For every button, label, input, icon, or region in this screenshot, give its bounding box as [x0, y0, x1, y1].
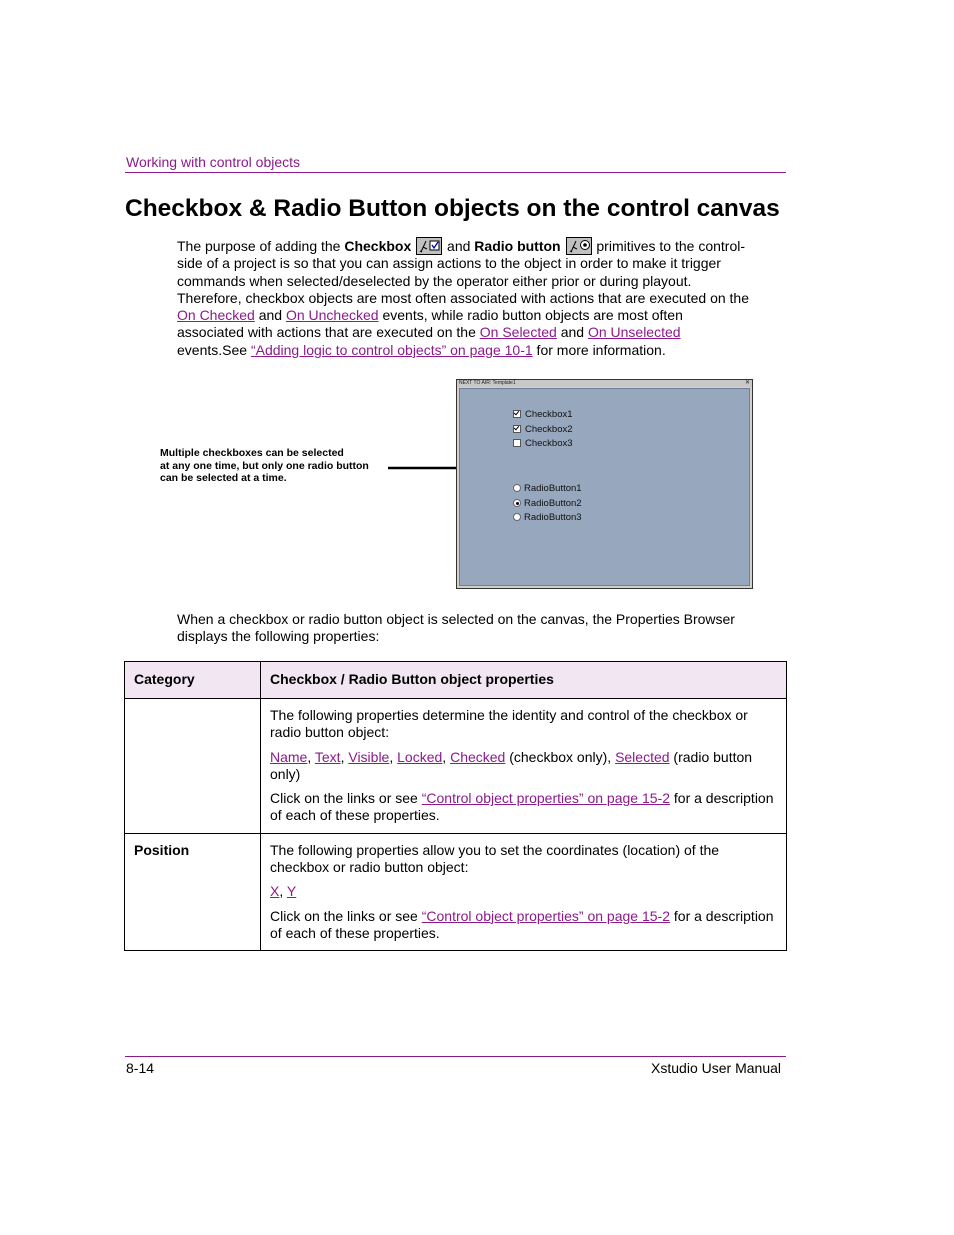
table-header-row	[125, 662, 787, 699]
radio-button-label: Radio button	[474, 238, 561, 254]
radio-selected-icon	[513, 499, 521, 507]
property-links: Name, Text, Visible, Locked, Checked (checkbox only), Selected (radio button only)	[270, 748, 753, 782]
checkbox-label: Checkbox	[344, 238, 412, 254]
link-control-object-properties[interactable]: “Control object properties” on page 15-2	[421, 790, 670, 807]
link-x[interactable]: X	[270, 883, 280, 900]
header-category: Category	[125, 662, 261, 699]
link-visible[interactable]: Visible	[348, 748, 390, 765]
row-category	[125, 699, 261, 834]
radio-unselected-icon	[513, 513, 521, 521]
row-description: The following properties determine the identity and control of the checkbox or radio button object: Name, Text, Visible, Locked, Checked (checkbox only), Selected (radio button only) Click on the links or see “Control object properties” on page 15-2 for a description of each of these properties.	[261, 699, 787, 834]
figure-callout: Multiple checkboxes can be selected at any one time, but only one radio button can be selected at a time.	[160, 447, 369, 485]
link-checked[interactable]: Checked	[450, 748, 506, 765]
link-control-object-properties[interactable]: “Control object properties” on page 15-2	[421, 907, 670, 924]
checkbox-checked-icon	[513, 410, 521, 418]
footer-rule	[125, 1056, 786, 1057]
radio-unselected-icon	[513, 484, 521, 492]
property-links: X, Y	[270, 883, 297, 900]
checkbox-unchecked-icon	[513, 439, 521, 447]
checkbox-3[interactable]: Checkbox3	[513, 438, 573, 449]
link-name[interactable]: Name	[270, 748, 308, 765]
link-locked[interactable]: Locked	[397, 748, 443, 765]
link-y[interactable]: Y	[286, 883, 297, 900]
checkbox-checked-icon	[513, 425, 521, 433]
window-titlebar: NEXT TO AIR: Template1 ✕	[459, 380, 750, 386]
row-category: Position	[125, 833, 261, 950]
running-header: Working with control objects	[126, 154, 301, 170]
canvas-area	[459, 388, 750, 586]
row-description: The following properties allow you to set the coordinates (location) of the checkbox or radio button object: X, Y Click on the links or see “Control object properties” on page 15-2 for a description of each of these properties.	[261, 833, 787, 950]
close-icon[interactable]: ✕	[744, 380, 750, 386]
page-title: Checkbox & Radio Button objects on the control canvas	[125, 195, 780, 222]
properties-table	[124, 661, 787, 951]
header-properties: Checkbox / Radio Button object properties	[261, 662, 787, 699]
radio-button-1[interactable]: RadioButton1	[513, 483, 582, 494]
link-on-selected[interactable]: On Selected	[479, 324, 557, 341]
header-rule	[125, 172, 786, 173]
checkbox-2[interactable]: Checkbox2	[513, 424, 573, 435]
control-canvas-window	[456, 379, 753, 589]
table-row	[125, 699, 787, 834]
properties-intro: When a checkbox or radio button object is selected on the canvas, the Properties Browser displays the following properties:	[177, 611, 735, 645]
link-adding-logic[interactable]: “Adding logic to control objects” on page 10-1	[250, 341, 533, 358]
link-on-checked[interactable]: On Checked	[177, 307, 255, 324]
link-selected[interactable]: Selected	[615, 748, 670, 765]
radio-button-3[interactable]: RadioButton3	[513, 512, 582, 523]
intro-paragraph: The purpose of adding the Checkbox and Radio button primitives to the control-side of a project is so that you can assign actions to the object in order to make it trigger commands when selected/deselected by the operator either prior or during playout. Therefore, checkbox objects are most often associated with actions that are executed on the On Checked and On Unchecked events, while radio button objects are most often associated with actions that are executed on the On Selected and On Unselected events.See “Adding logic to control objects” on page 10-1 for more information.	[177, 238, 749, 358]
radio-button-tool-icon	[566, 237, 592, 255]
radio-button-2[interactable]: RadioButton2	[513, 498, 582, 509]
link-on-unchecked[interactable]: On Unchecked	[285, 307, 379, 324]
checkbox-tool-icon	[416, 237, 442, 255]
page-number: 8-14	[126, 1060, 155, 1076]
manual-title: Xstudio User Manual	[651, 1060, 781, 1076]
table-row	[125, 833, 787, 950]
checkbox-1[interactable]: Checkbox1	[513, 409, 573, 420]
link-on-unselected[interactable]: On Unselected	[587, 324, 681, 341]
link-text[interactable]: Text	[314, 748, 341, 765]
